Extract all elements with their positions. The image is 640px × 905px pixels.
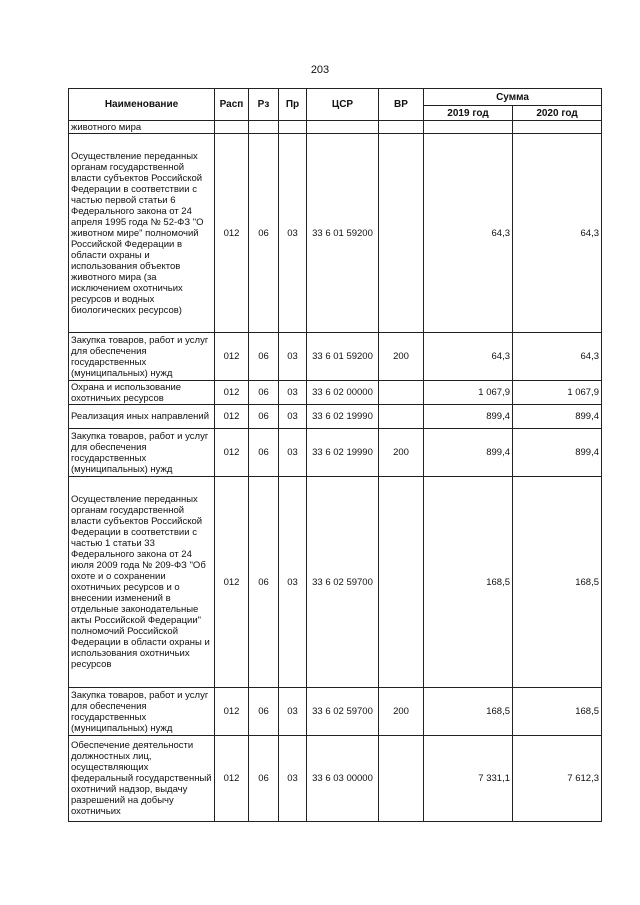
budget-table [68,88,602,822]
table-row [69,134,602,333]
header-sum: Сумма [424,89,602,106]
header-rz: Рз [249,89,279,121]
cell-pr: 03 [279,405,307,429]
cell-sum-2020 [513,121,602,134]
cell-name: Реализация иных направлений [69,405,215,429]
cell-csr: 33 6 02 19990 [307,429,379,477]
cell-name: Закупка товаров, работ и услуг для обеспечения государственных (муниципальных) нужд [69,429,215,477]
cell-sum-2020: 64,3 [513,333,602,381]
table-row [69,405,602,429]
header-year-2019: 2019 год [424,106,513,121]
cell-vr: 200 [379,333,424,381]
table-row [69,429,602,477]
cell-rz: 06 [249,429,279,477]
header-row [69,89,602,106]
cell-sum-2019: 7 331,1 [424,736,513,822]
cell-vr [379,381,424,405]
cell-rz: 06 [249,688,279,736]
cell-rz: 06 [249,405,279,429]
cell-vr: 200 [379,688,424,736]
cell-name: животного мира [69,121,215,134]
cell-sum-2020: 899,4 [513,429,602,477]
cell-rz: 06 [249,381,279,405]
cell-sum-2020: 1 067,9 [513,381,602,405]
cell-rz: 06 [249,134,279,333]
cell-sum-2020: 64,3 [513,134,602,333]
page-number: 203 [310,64,330,76]
cell-sum-2020: 7 612,3 [513,736,602,822]
cell-rasp: 012 [215,477,249,688]
cell-name: Осуществление переданных органам государственной власти субъектов Российской Федерации в соответствии с частью 1 статьи 33 Федерального закона от 24 июля 2009 года № 209-ФЗ "Об охоте и о сохранении охотничьих ресурсов и о внесении изменений в отдельные законодательные акты Российской Федерации" полномочий Российской Федерации в области охраны и использования охотничьих ресурсов [69,477,215,688]
cell-rz: 06 [249,736,279,822]
header-rasp: Расп [215,89,249,121]
cell-vr [379,405,424,429]
cell-rz: 06 [249,477,279,688]
cell-pr: 03 [279,134,307,333]
cell-sum-2019: 899,4 [424,405,513,429]
cell-rasp: 012 [215,736,249,822]
cell-vr: 200 [379,429,424,477]
cell-name: Обеспечение деятельности должностных лиц, осуществляющих федеральный государственный охотничий надзор, выдачу разрешений на добычу охотничьих [69,736,215,822]
cell-name: Охрана и использование охотничьих ресурсов [69,381,215,405]
cell-csr: 33 6 02 59700 [307,688,379,736]
table-row [69,121,602,134]
cell-sum-2020: 899,4 [513,405,602,429]
cell-sum-2019: 64,3 [424,333,513,381]
cell-rasp: 012 [215,381,249,405]
header-year-2020: 2020 год [513,106,602,121]
cell-rasp: 012 [215,688,249,736]
cell-rasp [215,121,249,134]
cell-pr: 03 [279,429,307,477]
cell-sum-2019: 899,4 [424,429,513,477]
cell-name: Осуществление переданных органам государственной власти субъектов Российской Федерации в соответствии с частью первой статьи 6 Федерального закона от 24 апреля 1995 года № 52-ФЗ "О животном мире" полномочий Российской Федерации в области охраны и использования объектов животного мира (за исключением охотничьих ресурсов и водных биологических ресурсов) [69,134,215,333]
cell-csr: 33 6 03 00000 [307,736,379,822]
cell-vr [379,134,424,333]
cell-pr: 03 [279,688,307,736]
cell-rz [249,121,279,134]
header-pr: Пр [279,89,307,121]
cell-csr: 33 6 02 00000 [307,381,379,405]
cell-csr: 33 6 01 59200 [307,333,379,381]
cell-sum-2019: 168,5 [424,477,513,688]
cell-sum-2019: 64,3 [424,134,513,333]
cell-rasp: 012 [215,405,249,429]
table-row [69,333,602,381]
cell-csr: 33 6 01 59200 [307,134,379,333]
cell-vr [379,477,424,688]
header-vr: ВР [379,89,424,121]
cell-pr: 03 [279,477,307,688]
table-row [69,688,602,736]
table-row [69,477,602,688]
cell-csr [307,121,379,134]
cell-rasp: 012 [215,429,249,477]
cell-sum-2019: 1 067,9 [424,381,513,405]
cell-pr: 03 [279,381,307,405]
cell-sum-2020: 168,5 [513,477,602,688]
cell-pr [279,121,307,134]
cell-sum-2020: 168,5 [513,688,602,736]
header-name: Наименование [69,89,215,121]
cell-vr [379,121,424,134]
cell-name: Закупка товаров, работ и услуг для обеспечения государственных (муниципальных) нужд [69,688,215,736]
cell-rasp: 012 [215,333,249,381]
cell-sum-2019 [424,121,513,134]
header-csr: ЦСР [307,89,379,121]
cell-pr: 03 [279,333,307,381]
cell-rz: 06 [249,333,279,381]
table-row [69,736,602,822]
cell-csr: 33 6 02 59700 [307,477,379,688]
cell-csr: 33 6 02 19990 [307,405,379,429]
cell-sum-2019: 168,5 [424,688,513,736]
cell-pr: 03 [279,736,307,822]
cell-vr [379,736,424,822]
cell-name: Закупка товаров, работ и услуг для обеспечения государственных (муниципальных) нужд [69,333,215,381]
table-row [69,381,602,405]
cell-rasp: 012 [215,134,249,333]
